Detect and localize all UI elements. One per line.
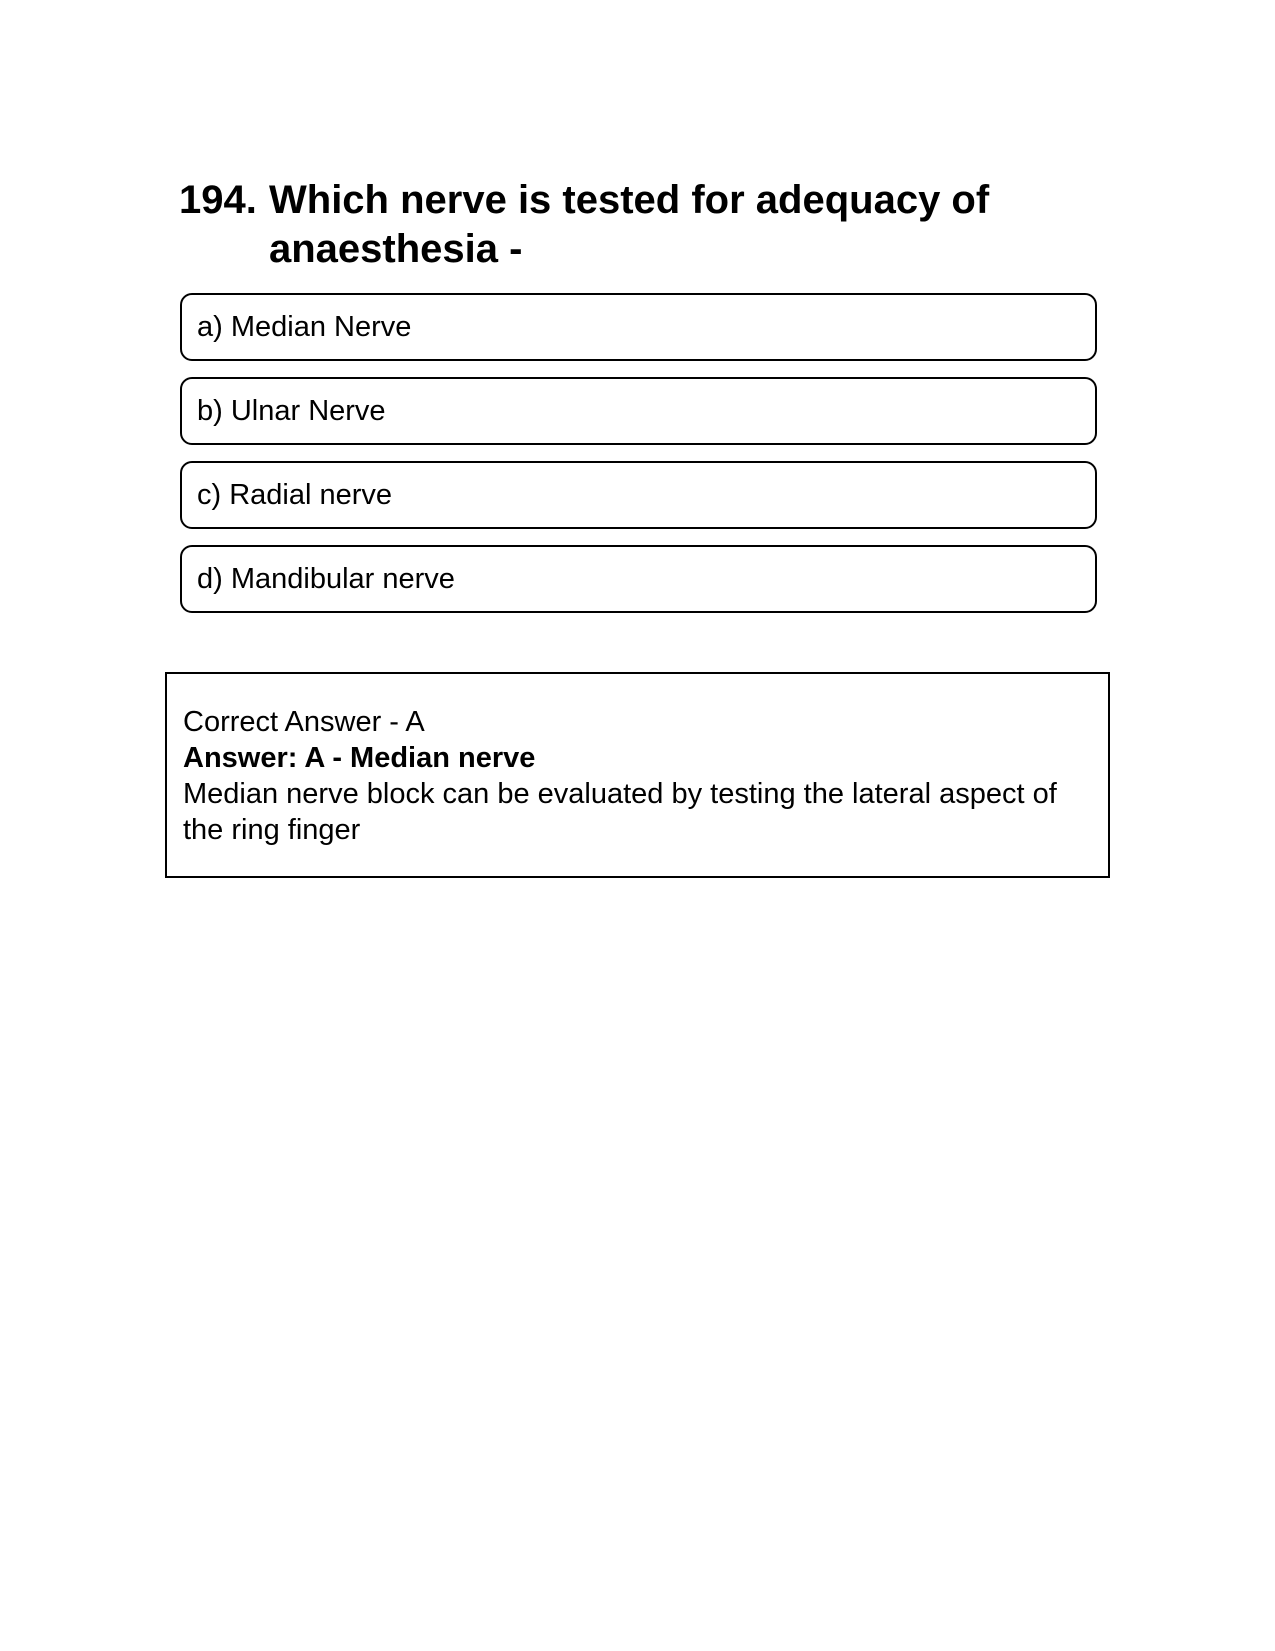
option-b[interactable]: b) Ulnar Nerve (180, 377, 1097, 445)
question-number: 194. (179, 178, 257, 222)
answer-box (165, 672, 1110, 878)
answer-heading: Answer: A - Median nerve (183, 742, 536, 774)
option-c[interactable]: c) Radial nerve (180, 461, 1097, 529)
option-a[interactable]: a) Median Nerve (180, 293, 1097, 361)
question-text: Which nerve is tested for adequacy of anaesthesia - (269, 178, 990, 271)
answer-explanation: Median nerve block can be evaluated by testing the lateral aspect of the ring finger (183, 778, 1057, 846)
options-list (180, 293, 1097, 629)
question-heading (179, 176, 1099, 274)
option-d[interactable]: d) Mandibular nerve (180, 545, 1097, 613)
correct-answer-line: Correct Answer - A (183, 706, 425, 738)
